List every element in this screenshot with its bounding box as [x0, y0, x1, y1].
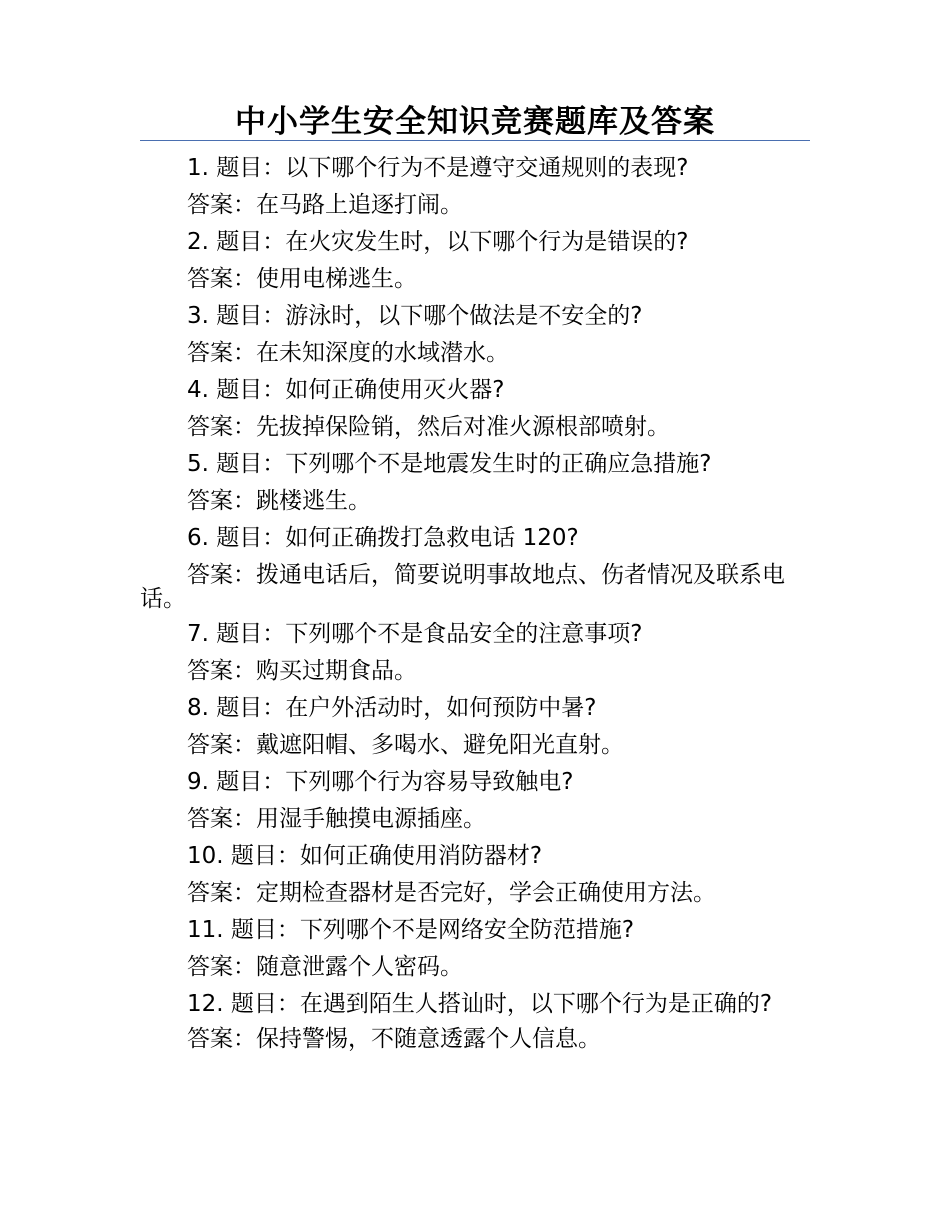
document-title: 中小学生安全知识竞赛题库及答案: [235, 104, 715, 140]
question-2: 2. 题目：在火灾发生时，以下哪个行为是错误的?: [187, 229, 689, 255]
question-1: 1. 题目：以下哪个行为不是遵守交通规则的表现?: [187, 155, 689, 181]
answer-2: 答案：使用电梯逃生。: [187, 266, 417, 292]
question-6: 6. 题目：如何正确拨打急救电话 120?: [187, 525, 579, 551]
answer-4: 答案：先拔掉保险销，然后对准火源根部喷射。: [187, 414, 670, 440]
answer-6: 答案：拨通电话后，简要说明事故地点、伤者情况及联系电话。: [140, 562, 785, 612]
question-4: 4. 题目：如何正确使用灭火器?: [187, 377, 505, 403]
question-12: 12. 题目：在遇到陌生人搭讪时，以下哪个行为是正确的?: [187, 991, 773, 1017]
question-11: 11. 题目：下列哪个不是网络安全防范措施?: [187, 917, 635, 943]
answer-9: 答案：用湿手触摸电源插座。: [187, 806, 486, 832]
question-7: 7. 题目：下列哪个不是食品安全的注意事项?: [187, 621, 643, 647]
qa-list: [140, 156, 810, 1064]
answer-3: 答案：在未知深度的水域潜水。: [187, 340, 509, 366]
answer-10: 答案：定期检查器材是否完好，学会正确使用方法。: [187, 880, 716, 906]
question-5: 5. 题目：下列哪个不是地震发生时的正确应急措施?: [187, 451, 712, 477]
question-3: 3. 题目：游泳时，以下哪个做法是不安全的?: [187, 303, 643, 329]
title-underline: [140, 140, 810, 141]
answer-5: 答案：跳楼逃生。: [187, 488, 371, 514]
answer-8: 答案：戴遮阳帽、多喝水、避免阳光直射。: [187, 732, 624, 758]
question-9: 9. 题目：下列哪个行为容易导致触电?: [187, 769, 574, 795]
question-10: 10. 题目：如何正确使用消防器材?: [187, 843, 543, 869]
answer-11: 答案：随意泄露个人密码。: [187, 954, 463, 980]
answer-12: 答案：保持警惕，不随意透露个人信息。: [187, 1026, 601, 1052]
question-8: 8. 题目：在户外活动时，如何预防中暑?: [187, 695, 597, 721]
answer-1: 答案：在马路上追逐打闹。: [187, 192, 463, 218]
answer-7: 答案：购买过期食品。: [187, 658, 417, 684]
